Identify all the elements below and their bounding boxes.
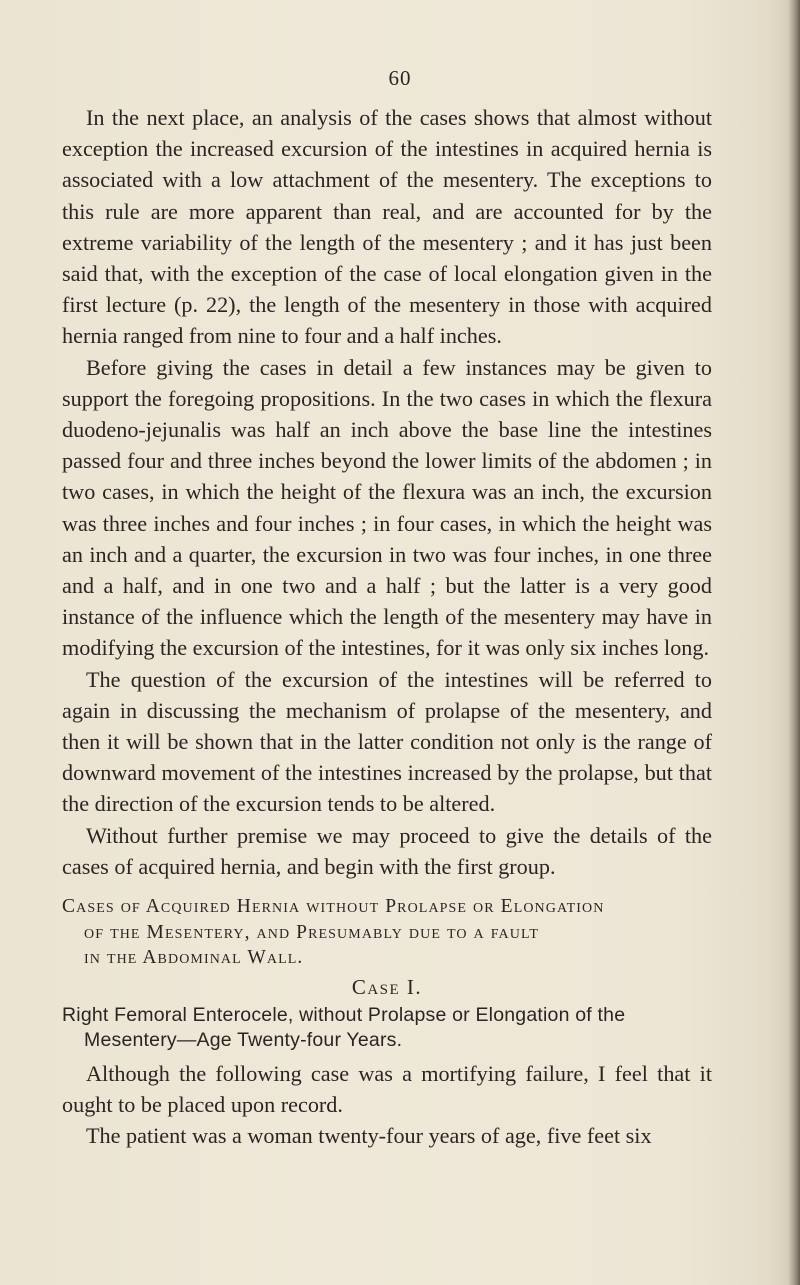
paragraph-1: In the next place, an analysis of the cases shows that almost without exception the increased excursion of the intestines in acquired hernia is associated with a low attachment of the mesentery. The exceptions to this rule are more apparent than real, and are accounted for by the extreme variability of the length of the mesentery ; and it has just been said that, with the exception of the case of local elongation given in the first lecture (p. 22), the length of the mesentery in those with acquired hernia ranged from nine to four and a half inches. — [62, 105, 712, 349]
case-paragraph-1: Although the following case was a mortifying failure, I feel that it ought to be placed upon record. — [62, 1060, 712, 1117]
section-heading — [62, 894, 712, 971]
page-edge-shadow — [788, 0, 800, 1285]
case-subtitle-line-1: Right Femoral Enterocele, without Prolapse or Elongation of the — [62, 1003, 626, 1026]
page-number: 60 — [388, 66, 412, 90]
case-subtitle-line-2: Mesentery—Age Twenty-four Years. — [84, 1029, 403, 1052]
section-heading-line-3: in the Abdominal Wall. — [84, 947, 304, 969]
case-title: Case I. — [351, 974, 423, 999]
section-heading-line-2: of the Mesentery, and Presumably due to a fault — [84, 921, 540, 943]
page-body — [62, 102, 712, 1151]
paragraph-3: The question of the excursion of the intestines will be referred to again in discussing the mechanism of prolapse of the mesentery, and then it will be shown that in the latter condition not only is the range of downward movement of the intestines increased by the prolapse, but that the direction of the excursion tends to be altered. — [62, 666, 712, 817]
case-subtitle — [62, 1003, 712, 1054]
section-heading-line-1: Cases of Acquired Hernia without Prolapse or Elongation — [62, 896, 605, 918]
paragraph-2: Before giving the cases in detail a few instances may be given to support the foregoing propositions. In the two cases in which the flexura duodeno-jejunalis was half an inch above the base line the intestines passed four and three inches beyond the lower limits of the abdomen ; in two cases, in which the height of the flexura was an inch, the excursion was three inches and four inches ; in four cases, in which the height was an inch and a quarter, the excursion in two was four inches, in one three and a half, and in one two and a half ; but the latter is a very good instance of the influence which the length of the mesentery may have in modifying the excursion of the intestines, for it was only six inches long. — [62, 354, 712, 661]
case-paragraph-2: The patient was a woman twenty-four years of age, five feet six — [86, 1122, 652, 1148]
paragraph-4: Without further premise we may proceed to give the details of the cases of acquired hernia, and begin with the first group. — [62, 822, 712, 879]
